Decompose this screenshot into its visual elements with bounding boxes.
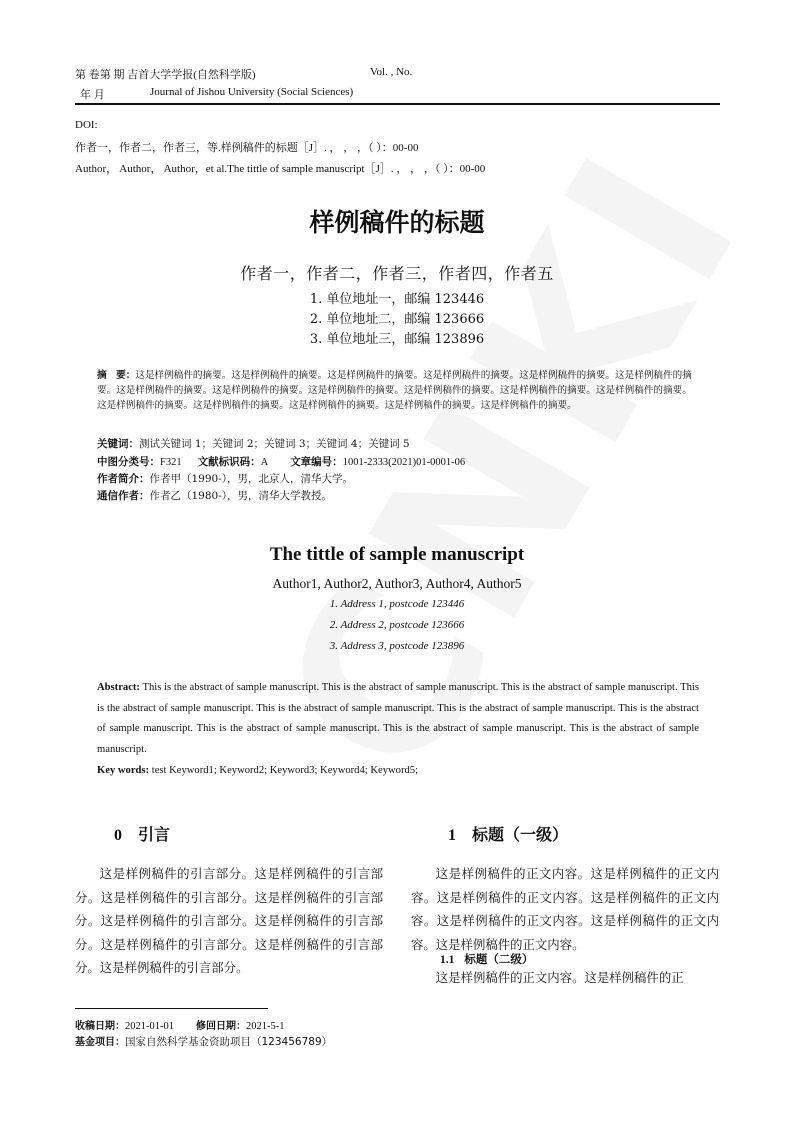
abstract-zh-text: 这是样例稿件的摘要。这是样例稿件的摘要。这是样例稿件的摘要。这是样例稿件的摘要。这是样例稿件的摘要。这是样例稿件的摘要。这是样例稿件的摘要。这是样例稿件的摘要。这是样例稿件的摘要。这是样例稿件的摘要。这是样例稿件的摘要。这是样例稿件的摘要。这是样例稿件的摘要。这是样例稿件的摘要。这是样例稿件的摘要。这是样例稿件的摘要。这是样例稿件的摘要。	[97, 370, 692, 411]
fund-label: 基金项目：	[75, 1037, 125, 1048]
abstract-zh-label: 摘 要：	[97, 370, 136, 381]
footnote-rule	[75, 1008, 268, 1009]
affiliation-zh: 2. 单位地址二，邮编 123666	[309, 312, 485, 327]
authors-en: Author1, Author2, Author3, Author4, Author5	[272, 576, 522, 591]
journal-header-en: Journal of Jishou University (Social Sciences)	[150, 86, 354, 98]
corresponding-label: 通信作者：	[97, 490, 150, 502]
journal-date: 年 月	[80, 89, 105, 101]
paragraph: 这是样例稿件的正文内容。这是样例稿件的正	[435, 970, 684, 985]
keywords-en-label: Key words:	[97, 765, 150, 776]
subsection-number: 1.1	[440, 954, 455, 966]
abstract-en-label: Abstract:	[97, 682, 140, 693]
footnote-dates	[75, 1017, 285, 1032]
subsection-body	[411, 966, 719, 990]
author-bio-label: 作者简介：	[97, 473, 150, 485]
classification	[97, 454, 465, 469]
citation-en: Author， Author， Author，et al.The tittle of sample manuscript［J］. ， ， ，（ ）：00-00	[75, 163, 486, 175]
section-body-1	[411, 862, 719, 956]
affiliation-en: 3. Address 3, postcode 123896	[329, 640, 465, 652]
section-heading-1	[448, 822, 568, 845]
section-title: 标题（一级）	[472, 825, 569, 844]
keywords-zh	[97, 436, 410, 451]
journal-header-zh: 第 卷第 期 吉首大学学报(自然科学版)	[75, 69, 256, 81]
keywords-zh-text: 测试关键词 1；关键词 2；关键词 3；关键词 4；关键词 5	[139, 438, 410, 450]
clc-value: F321	[160, 457, 182, 468]
author-bio-text: 作者甲（1990-），男，北京人，清华大学。	[149, 473, 354, 485]
citation-zh: 作者一，作者二，作者三，等.样例稿件的标题［J］. ， ， ，（ ）：00-00	[75, 142, 419, 154]
corresponding-text: 作者乙（1980-），男，清华大学教授。	[149, 490, 333, 502]
author-bio	[97, 471, 353, 486]
footnote-fund	[75, 1033, 332, 1049]
keywords-zh-label: 关键词：	[97, 438, 139, 450]
section-title: 引言	[138, 825, 171, 844]
keywords-en-text: test Keyword1; Keyword2; Keyword3; Keyword4; Keyword5;	[151, 765, 419, 776]
affiliation-zh: 3. 单位地址三，邮编 123896	[309, 332, 485, 347]
paragraph: 这是样例稿件的引言部分。这是样例稿件的引言部分。这是样例稿件的引言部分。这是样例稿件的引言部分。这是样例稿件的引言部分。这是样例稿件的引言部分。这是样例稿件的引言部分。这是样例稿件的引言部分。这是样例稿件的引言部分。	[75, 866, 383, 975]
revised-label: 修回日期：	[196, 1021, 246, 1032]
title-en: The tittle of sample manuscript	[269, 544, 525, 565]
keywords-en	[97, 761, 699, 782]
revised-date: 2021-5-1	[246, 1021, 285, 1032]
section-body-0	[75, 862, 383, 980]
abstract-en-text: This is the abstract of sample manuscript. This is the abstract of sample manuscript. This is the abstract of sample manuscript. This is the abstract of sample manuscript. This is the abstract of sample manuscript. This is the abstract of sample manuscript. This is the abstract of sample manuscript. This is the abstract of sample manuscript. This is the abstract of sample manuscript. This is the abstract of sample manuscript.	[97, 682, 699, 755]
received-label: 收稿日期：	[75, 1021, 125, 1032]
clc-label: 中图分类号：	[97, 456, 160, 468]
section-number: 0	[114, 827, 122, 844]
header-rule	[75, 103, 720, 105]
doc-code-value: A	[260, 457, 269, 468]
received-date: 2021-01-01	[125, 1021, 174, 1032]
affiliation-zh: 1. 单位地址一，邮编 123446	[309, 292, 485, 307]
doi: DOI:	[75, 119, 98, 131]
paragraph: 这是样例稿件的正文内容。这是样例稿件的正文内容。这是样例稿件的正文内容。这是样例稿件的正文内容。这是样例稿件的正文内容。这是样例稿件的正文内容。这是样例稿件的正文内容。	[411, 866, 719, 952]
section-heading-0	[114, 822, 170, 845]
authors-zh: 作者一，作者二，作者三，作者四，作者五	[240, 264, 554, 283]
doc-code-label: 文献标识码：	[197, 456, 261, 468]
section-number: 1	[448, 827, 456, 844]
fund-text: 国家自然科学基金资助项目（123456789）	[125, 1036, 333, 1048]
corresponding-author	[97, 488, 332, 503]
affiliation-en: 2. Address 2, postcode 123666	[329, 619, 465, 631]
article-number-value: 1001-2333(2021)01-0001-06	[342, 457, 466, 468]
affiliation-en: 1. Address 1, postcode 123446	[329, 598, 465, 610]
journal-volume: Vol. , No.	[370, 66, 413, 78]
abstract-en	[97, 678, 699, 760]
subsection-title: 标题（二级）	[464, 952, 534, 966]
title-zh: 样例稿件的标题	[309, 208, 485, 237]
article-number-label: 文章编号：	[290, 456, 343, 468]
abstract-zh	[97, 368, 699, 413]
subsection-heading	[440, 951, 533, 967]
